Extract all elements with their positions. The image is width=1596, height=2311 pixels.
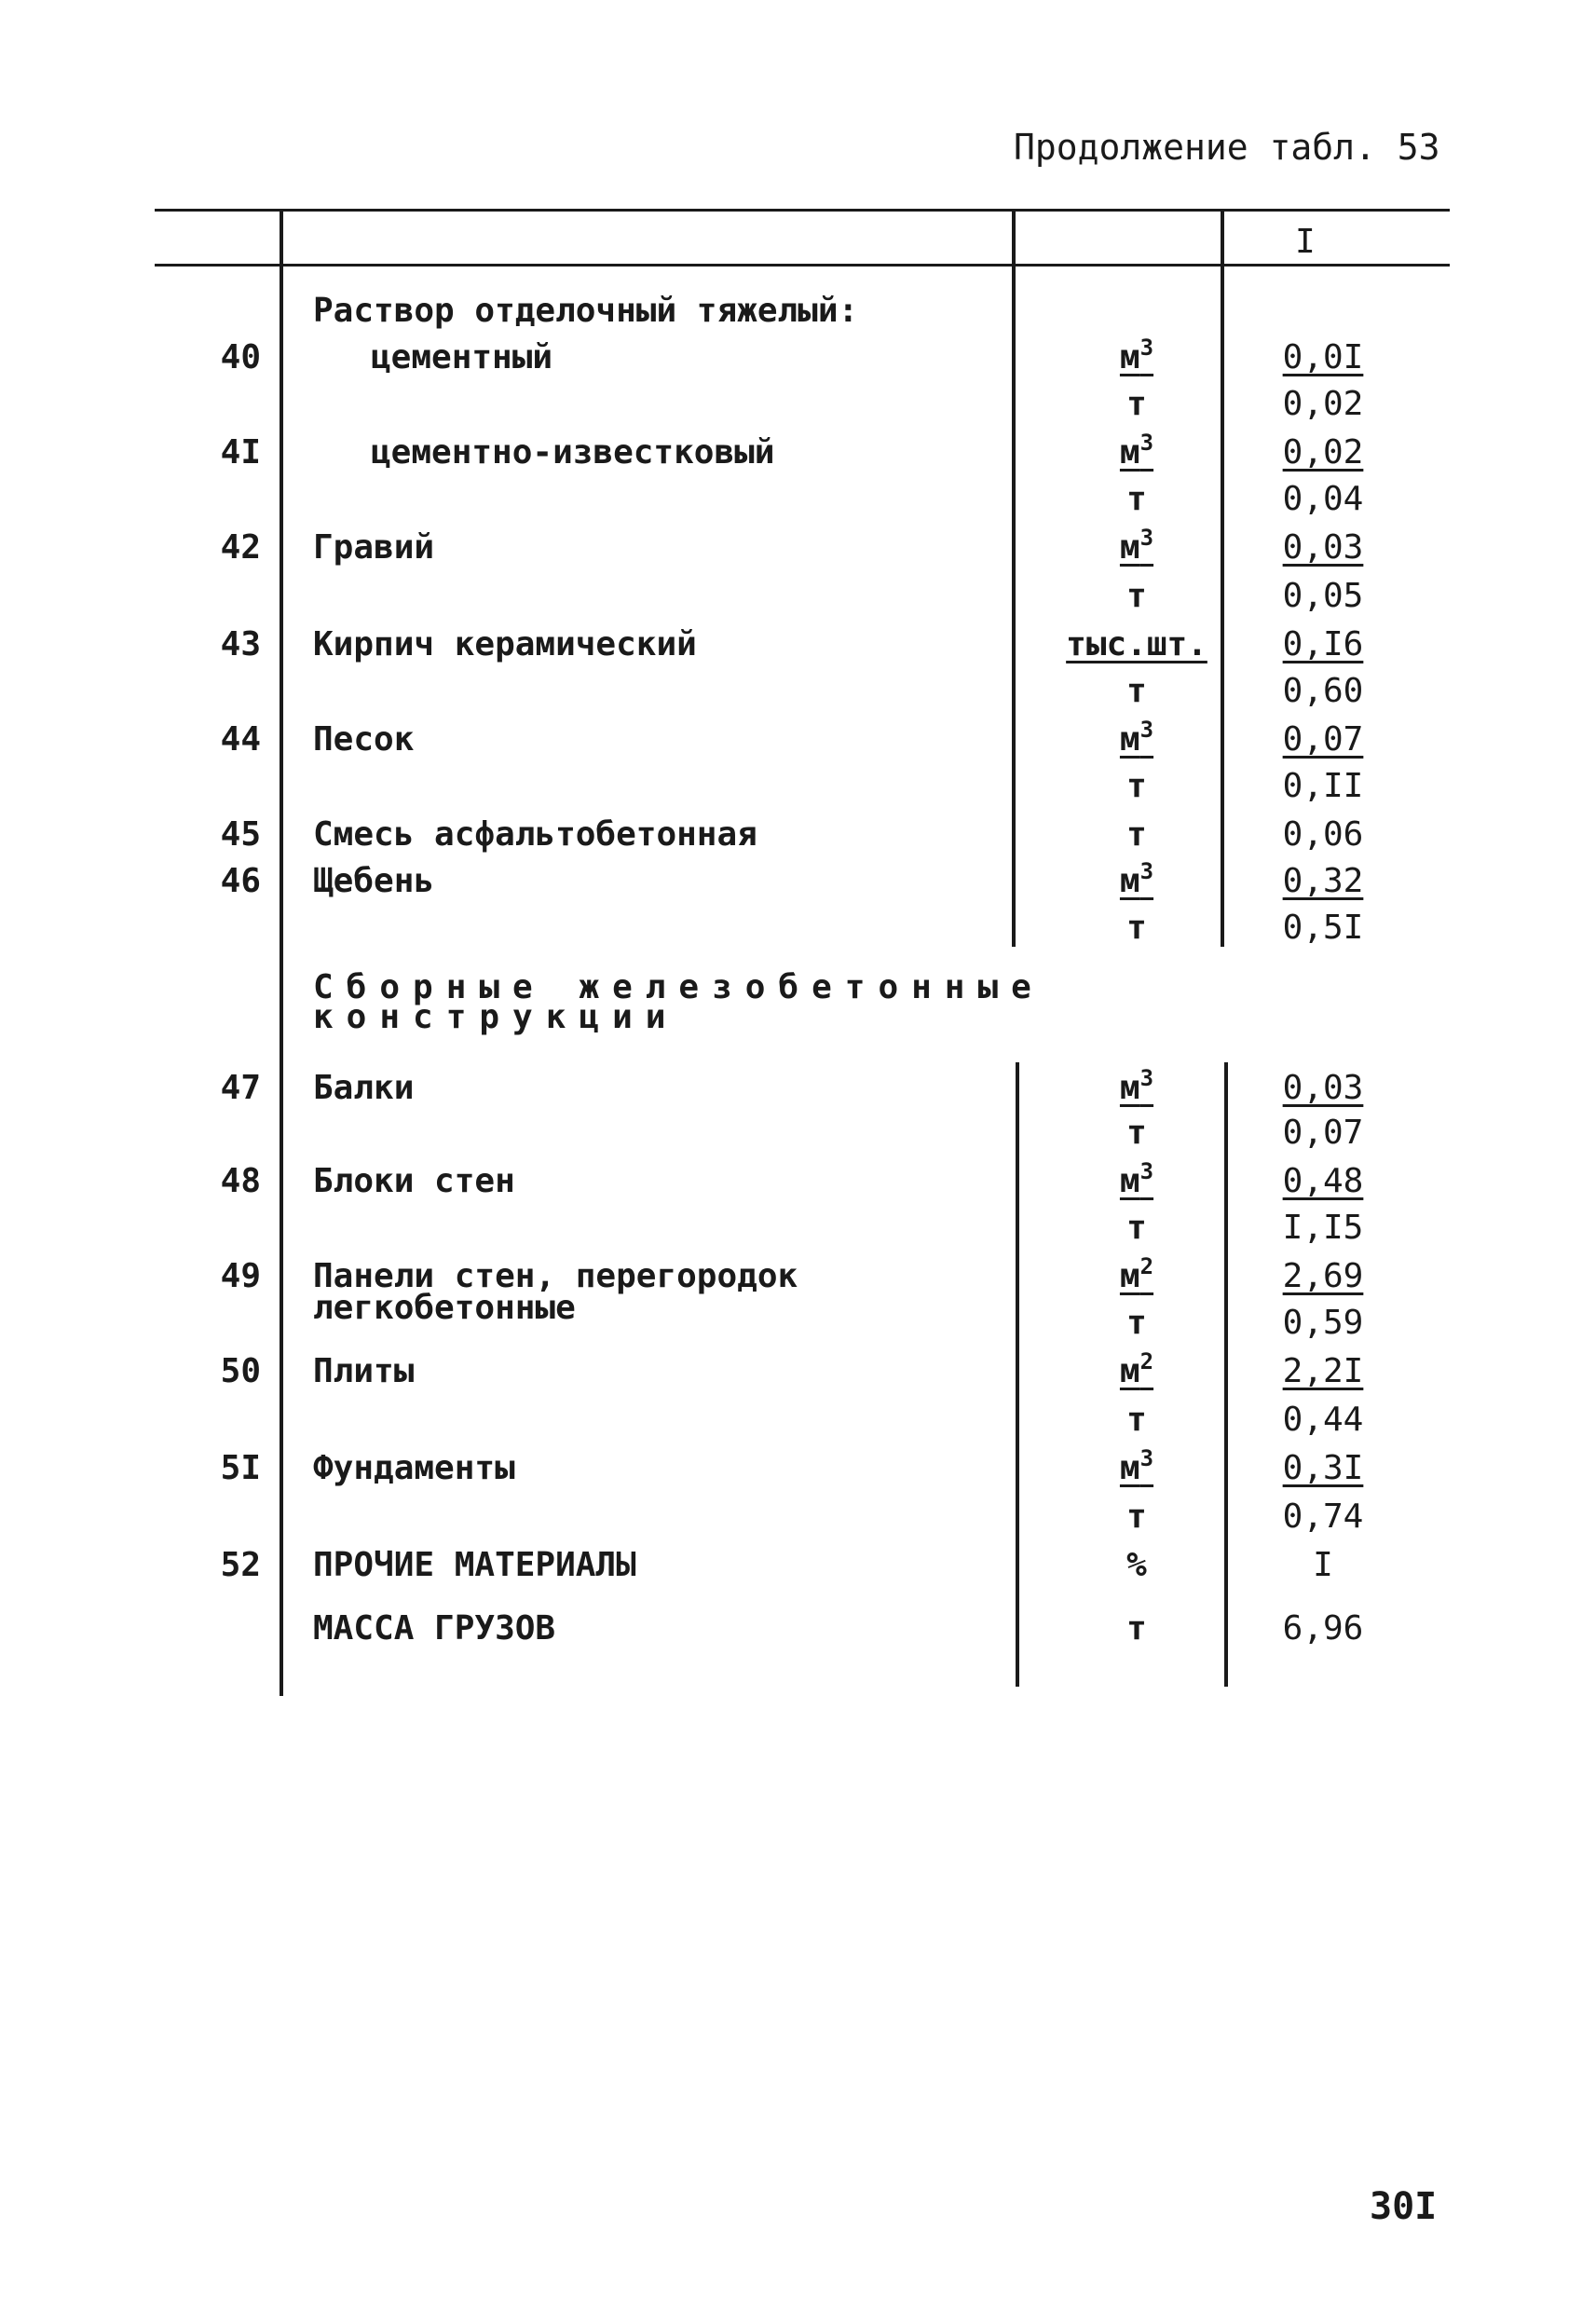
section-title: Сборные железобетонные <box>313 968 1044 1006</box>
unit-label: тыс.шт. <box>1066 625 1207 663</box>
material-name: ПРОЧИЕ МАТЕРИАЛЫ <box>313 1546 636 1584</box>
unit-label: т <box>1126 577 1147 615</box>
column-header: I <box>1295 223 1316 261</box>
material-name: Гравий <box>313 528 435 567</box>
unit-label: т <box>1126 1497 1147 1536</box>
column-divider-unit-top <box>1012 211 1016 947</box>
unit-label: т <box>1126 1114 1147 1152</box>
value-cell: 0,32 <box>1282 862 1364 900</box>
value-cell: 0,07 <box>1282 720 1364 759</box>
table-top-rule <box>155 209 1450 212</box>
value-cell: 0,02 <box>1282 433 1364 472</box>
row-number: 43 <box>220 625 261 663</box>
column-divider-unit-bottom <box>1016 1062 1019 1687</box>
value-cell: 0,60 <box>1282 672 1364 710</box>
unit-label: $м^2$ <box>1119 1348 1154 1390</box>
material-name: Кирпич керамический <box>313 625 697 663</box>
row-number: 46 <box>220 862 261 900</box>
material-name: Песок <box>313 720 415 759</box>
unit-label: т <box>1126 1209 1147 1247</box>
unit-label: т <box>1126 767 1147 805</box>
value-cell: 2,69 <box>1282 1257 1364 1295</box>
unit-label: т <box>1126 480 1147 518</box>
unit-label: т <box>1126 815 1147 854</box>
value-cell: 0,03 <box>1282 528 1364 567</box>
unit-label: т <box>1126 385 1147 423</box>
unit-label: $м^3$ <box>1119 430 1154 472</box>
material-name: Смесь асфальтобетонная <box>313 815 757 854</box>
row-number: 47 <box>220 1069 261 1107</box>
column-divider-number <box>280 211 283 1696</box>
material-name: Балки <box>313 1069 415 1107</box>
row-number: 40 <box>220 338 261 376</box>
value-cell: 0,44 <box>1282 1401 1364 1439</box>
row-number: 45 <box>220 815 261 854</box>
unit-label: т <box>1126 909 1147 947</box>
unit-label: $м^3$ <box>1119 717 1154 759</box>
material-name: Плиты <box>313 1352 415 1390</box>
unit-label: $м^3$ <box>1119 1445 1154 1487</box>
unit-label: $м^3$ <box>1119 525 1154 567</box>
value-cell: I,I5 <box>1282 1209 1364 1247</box>
value-cell: 0,0I <box>1282 338 1364 376</box>
value-cell: 0,3I <box>1282 1449 1364 1487</box>
value-cell: 2,2I <box>1282 1352 1364 1390</box>
total-label: МАССА ГРУЗОВ <box>313 1609 556 1648</box>
row-number: 42 <box>220 528 261 567</box>
row-number: 52 <box>220 1546 261 1584</box>
material-name: цементно-известковый <box>371 433 775 472</box>
material-name: Панели стен, перегородок <box>313 1257 798 1295</box>
value-cell: 0,48 <box>1282 1162 1364 1200</box>
material-name-continued: легкобетонные <box>313 1289 576 1327</box>
page-number: 30I <box>1370 2185 1438 2228</box>
material-name: Щебень <box>313 862 435 900</box>
unit-label: т <box>1126 1304 1147 1342</box>
unit-label: $м^3$ <box>1119 335 1154 376</box>
material-name: цементный <box>371 338 553 376</box>
unit-label: $м^3$ <box>1119 1065 1154 1107</box>
total-value: 6,96 <box>1282 1609 1364 1648</box>
value-cell: 0,06 <box>1282 815 1364 854</box>
value-cell: 0,59 <box>1282 1304 1364 1342</box>
row-number: 44 <box>220 720 261 759</box>
value-cell: 0,II <box>1282 767 1364 805</box>
unit-label: $м^2$ <box>1119 1253 1154 1295</box>
row-number: 50 <box>220 1352 261 1390</box>
unit-label: % <box>1126 1546 1147 1584</box>
table-header-rule <box>155 264 1450 267</box>
section-title: конструкции <box>313 998 679 1036</box>
total-unit: т <box>1126 1609 1147 1648</box>
value-cell: 0,5I <box>1282 909 1364 947</box>
unit-label: $м^3$ <box>1119 1158 1154 1200</box>
unit-label: т <box>1126 1401 1147 1439</box>
value-cell: 0,02 <box>1282 385 1364 423</box>
value-cell: 0,74 <box>1282 1497 1364 1536</box>
value-cell: I <box>1313 1546 1333 1584</box>
value-cell: 0,I6 <box>1282 625 1364 663</box>
row-number: 48 <box>220 1162 261 1200</box>
material-name: Фундаменты <box>313 1449 515 1487</box>
row-number: 4I <box>220 433 261 472</box>
row-number: 49 <box>220 1257 261 1295</box>
value-cell: 0,07 <box>1282 1114 1364 1152</box>
material-name: Блоки стен <box>313 1162 515 1200</box>
row-number: 5I <box>220 1449 261 1487</box>
value-cell: 0,03 <box>1282 1069 1364 1107</box>
section-title: Раствор отделочный тяжелый: <box>313 292 859 330</box>
value-cell: 0,04 <box>1282 480 1364 518</box>
table-caption: Продолжение табл. 53 <box>1014 127 1440 168</box>
unit-label: т <box>1126 672 1147 710</box>
unit-label: $м^3$ <box>1119 858 1154 900</box>
value-cell: 0,05 <box>1282 577 1364 615</box>
